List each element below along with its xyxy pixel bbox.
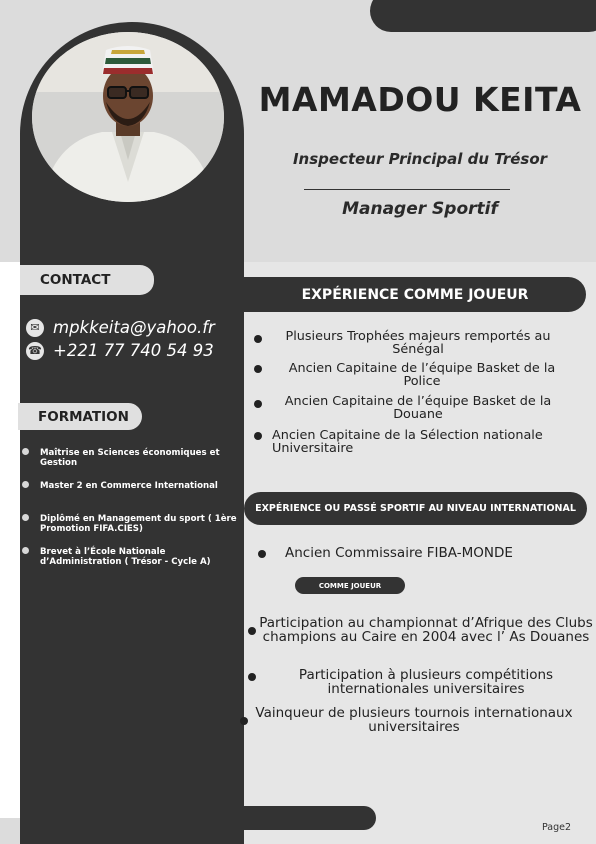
contact-heading: CONTACT [20,265,154,295]
title-divider [304,189,510,190]
phone-icon: ☎ [26,342,44,360]
experience-item: Ancien Capitaine de la Sélection nationale Universitaire [250,429,590,457]
bullet-dot [254,400,262,408]
bullet-dot [254,365,262,373]
top-decoration [370,0,596,32]
envelope-icon: ✉ [26,319,44,337]
experience-item: Plusieurs Trophées majeurs remportés au Sénégal [250,330,590,358]
bullet-dot [254,432,262,440]
bullet-dot [22,514,29,521]
formation-item: Diplômé en Management du sport ( 1ère Promotion FIFA.CIES) [22,514,237,536]
phone-text[interactable]: +221 77 740 54 93 [53,341,214,360]
person-name: MAMADOU KEITA [258,80,582,119]
job-title: Inspecteur Principal du Trésor [292,150,548,168]
international-heading: EXPÉRIENCE OU PASSÉ SPORTIF AU NIVEAU INTERNATIONAL [244,492,587,525]
bullet-dot [248,673,256,681]
email-text[interactable]: mpkkeita@yahoo.fr [53,318,215,337]
bullet-dot [254,335,262,343]
secondary-title: Manager Sportif [342,199,498,219]
comme-joueur-badge: COMME JOUEUR [295,577,405,594]
bullet-dot [22,547,29,554]
bullet-dot [22,448,29,455]
experience-item: Ancien Capitaine de l’équipe Basket de la Police [250,362,590,390]
bullet-dot [258,550,266,558]
international-item: Participation au championnat d’Afrique des Clubs champions au Caire en 2004 avec l’ As Douanes [244,617,594,661]
international-item: Participation à plusieurs compétitions internationales universitaires [244,669,594,699]
international-item: Vainqueur de plusieurs tournois internationaux universitaires [236,707,586,737]
bullet-dot [248,627,256,635]
formation-item: Maîtrise en Sciences économiques et Gestion [22,448,237,470]
profile-photo [32,32,224,202]
bottom-decoration [244,806,376,830]
bullet-dot [22,481,29,488]
commissaire-item: Ancien Commissaire FIBA-MONDE [250,547,590,563]
page-number: Page2 [542,822,572,833]
portrait-image [32,32,224,202]
bottom-strip [0,818,20,844]
formation-item: Master 2 en Commerce International [22,481,237,503]
experience-item: Ancien Capitaine de l’équipe Basket de la Douane [250,395,590,423]
phone-row[interactable] [26,341,214,360]
formation-item: Brevet à l’École Nationale d’Administration ( Trésor - Cycle A) [22,547,237,569]
email-row[interactable] [26,318,215,337]
formation-heading: FORMATION [18,403,142,430]
experience-heading: EXPÉRIENCE COMME JOUEUR [244,277,586,312]
